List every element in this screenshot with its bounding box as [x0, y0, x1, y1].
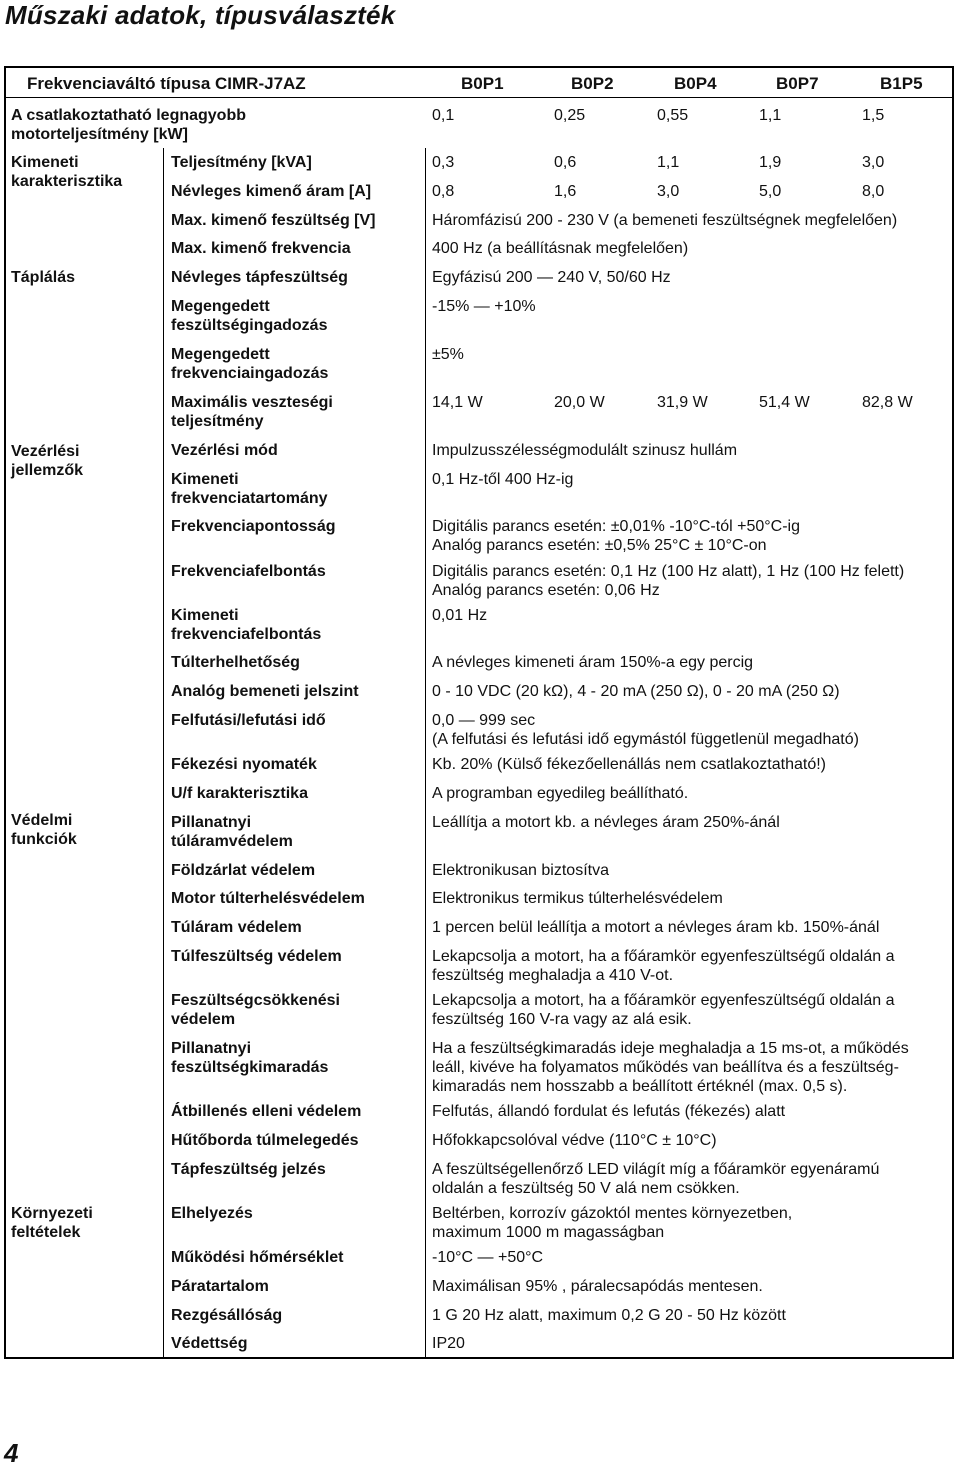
row-label: Elhelyezés [171, 1205, 253, 1222]
row-value: 20,0 W [554, 394, 605, 411]
group-label-protection: Védelmi [11, 812, 73, 829]
row-text: Kb. 20% (Külső fékezőellenállás nem csatlakoztatható!) [432, 756, 826, 773]
row-value: 0,55 [657, 107, 689, 124]
row-text: 0 - 10 VDC (20 kΩ), 4 - 20 mA (250 Ω), 0 - 20 mA (250 Ω) [432, 683, 840, 700]
row-text: feszültség meghaladja a 410 V-ot. [432, 967, 674, 984]
row-label: Teljesítmény [kVA] [171, 154, 312, 171]
row-label: Feszültségcsökkenési [171, 992, 340, 1009]
row-value: 0,1 [432, 107, 455, 124]
row-label: Max. kimenő feszültség [V] [171, 212, 376, 229]
group-label-environment: Környezeti [11, 1205, 93, 1222]
row-label: Pillanatnyi [171, 814, 252, 831]
row-text: 0,1 Hz-től 400 Hz-ig [432, 471, 574, 488]
row-text: Impulzusszélességmodulált szinusz hullám [432, 442, 738, 459]
row-label: Túláram védelem [171, 919, 302, 936]
row-value: 5,0 [759, 183, 782, 200]
row-text: 1 G 20 Hz alatt, maximum 0,2 G 20 - 50 Hz között [432, 1307, 786, 1324]
row-label: Páratartalom [171, 1278, 269, 1295]
row-label: Tápfeszültség jelzés [171, 1161, 326, 1178]
row-value: 82,8 W [862, 394, 913, 411]
row-label: frekvenciaingadozás [171, 365, 329, 382]
row-value: 14,1 W [432, 394, 483, 411]
row-label: Megengedett [171, 298, 270, 315]
row-text: Lekapcsolja a motort, ha a főáramkör egyenfeszültségű oldalán a [432, 948, 895, 965]
row-text: ±5% [432, 346, 464, 363]
group-label-output: Kimeneti [11, 154, 79, 171]
row-value: 0,3 [432, 154, 455, 171]
row-text: (A felfutási és lefutási idő egymástól függetlenül megadható) [432, 731, 859, 748]
row-value: 3,0 [862, 154, 885, 171]
row-label: Vezérlési mód [171, 442, 278, 459]
row-value: 0,25 [554, 107, 586, 124]
model-header: B0P2 [571, 74, 614, 93]
row-value: 0,8 [432, 183, 455, 200]
row-label: U/f karakterisztika [171, 785, 308, 802]
row-label: Névleges tápfeszültség [171, 269, 348, 286]
row-text: A feszültségellenőrző LED világít míg a főáramkör egyenáramú [432, 1161, 880, 1178]
row-label: Átbillenés elleni védelem [171, 1103, 362, 1120]
row-label: Pillanatnyi [171, 1040, 252, 1057]
row-value: 51,4 W [759, 394, 810, 411]
row-label: Maximális veszteségi [171, 394, 333, 411]
model-header: B1P5 [880, 74, 923, 93]
row-text: 1 percen belül leállítja a motort a névleges áram kb. 150%-ánál [432, 919, 880, 936]
row-label: Földzárlat védelem [171, 862, 316, 879]
row-label: Analóg bemeneti jelszint [171, 683, 359, 700]
row-label: Frekvenciapontosság [171, 518, 336, 535]
row-label: frekvenciafelbontás [171, 626, 322, 643]
row-value: 1,5 [862, 107, 885, 124]
row-text: 0,01 Hz [432, 607, 488, 624]
group-label-supply: Táplálás [11, 269, 76, 286]
header-divider [5, 97, 954, 98]
row-value: 3,0 [657, 183, 680, 200]
row-label: Védettség [171, 1335, 248, 1352]
row-label: feszültségkimaradás [171, 1059, 329, 1076]
row-text: Digitális parancs esetén: 0,1 Hz (100 Hz alatt), 1 Hz (100 Hz felett) [432, 563, 905, 580]
row-label: Max. kimenő frekvencia [171, 240, 351, 257]
model-header: B0P1 [461, 74, 504, 93]
group-label-control: jellemzők [11, 462, 84, 479]
row-text: Leállítja a motort kb. a névleges áram 250%-ánál [432, 814, 780, 831]
row-label: védelem [171, 1011, 236, 1028]
divider-label-value [425, 148, 426, 1359]
row-text: 0,0 — 999 sec [432, 712, 536, 729]
row-label: feszültségingadozás [171, 317, 328, 334]
row-text: Lekapcsolja a motort, ha a főáramkör egyenfeszültségű oldalán a [432, 992, 895, 1009]
group-label-environment: feltételek [11, 1224, 81, 1241]
group-label-protection: funkciók [11, 831, 77, 848]
group-label-motor_power: motorteljesítmény [kW] [11, 126, 188, 143]
group-label-output: karakterisztika [11, 173, 123, 190]
row-text: kimaradás nem hosszabb a beállított értéknél (max. 0,5 s). [432, 1078, 848, 1095]
row-text: Maximálisan 95% , páralecsapódás mentesen. [432, 1278, 763, 1295]
row-text: Elektronikus termikus túlterhelésvédelem [432, 890, 723, 907]
row-text: IP20 [432, 1335, 465, 1352]
row-label: Hűtőborda túlmelegedés [171, 1132, 359, 1149]
row-label: Frekvenciafelbontás [171, 563, 326, 580]
row-value: 1,1 [759, 107, 782, 124]
row-label: Kimeneti [171, 607, 239, 624]
row-text: Digitális parancs esetén: ±0,01% -10°C-tól +50°C-ig [432, 518, 800, 535]
group-label-control: Vezérlési [11, 443, 80, 460]
row-text: maximum 1000 m magasságban [432, 1224, 665, 1241]
row-value: 31,9 W [657, 394, 708, 411]
row-label: Felfutási/lefutási idő [171, 712, 326, 729]
row-text: Hőfokkapcsolóval védve (110°C ± 10°C) [432, 1132, 717, 1149]
row-text: Háromfázisú 200 - 230 V (a bemeneti feszültségnek megfelelően) [432, 212, 898, 229]
row-text: Elektronikusan biztosítva [432, 862, 609, 879]
page-number: 4 [4, 1438, 19, 1468]
row-text: feszültség 160 V-ra vagy az alá esik. [432, 1011, 692, 1028]
row-text: Beltérben, korrozív gázoktól mentes környezetben, [432, 1205, 793, 1222]
model-header: B0P7 [776, 74, 819, 93]
row-label: Rezgésállóság [171, 1307, 283, 1324]
row-label: frekvenciatartomány [171, 490, 328, 507]
row-text: 400 Hz (a beállításnak megfelelően) [432, 240, 689, 257]
divider-group-label [163, 148, 164, 1359]
page-title: Műszaki adatok, típusválaszték [5, 0, 396, 30]
row-text: oldalán a feszültség 50 V alá nem csökken. [432, 1180, 740, 1197]
row-label: Névleges kimenő áram [A] [171, 183, 372, 200]
row-text: A névleges kimeneti áram 150%-a egy percig [432, 654, 754, 671]
row-label: túláramvédelem [171, 833, 293, 850]
row-text: -10°C — +50°C [432, 1249, 544, 1266]
header-type-label: Frekvenciaváltó típusa CIMR-J7AZ [27, 74, 306, 93]
row-label: Megengedett [171, 346, 270, 363]
row-text: leáll, kivéve ha folyamatos működés van beállítva és a feszültség- [432, 1059, 899, 1076]
row-label: Túlfeszültség védelem [171, 948, 342, 965]
row-label: teljesítmény [171, 413, 264, 430]
row-value: 1,1 [657, 154, 680, 171]
row-label: Motor túlterhelésvédelem [171, 890, 365, 907]
row-label: Túlterhelhetőség [171, 654, 300, 671]
row-text: -15% — +10% [432, 298, 536, 315]
row-text: Ha a feszültségkimaradás ideje meghaladja a 15 ms-ot, a működés [432, 1040, 909, 1057]
row-value: 1,6 [554, 183, 577, 200]
row-label: Működési hőmérséklet [171, 1249, 344, 1266]
row-label: Fékezési nyomaték [171, 756, 317, 773]
row-text: Analóg parancs esetén: ±0,5% 25°C ± 10°C-on [432, 537, 767, 554]
group-label-motor_power: A csatlakoztatható legnagyobb [11, 107, 246, 124]
row-text: Egyfázisú 200 — 240 V, 50/60 Hz [432, 269, 671, 286]
row-text: A programban egyedileg beállítható. [432, 785, 689, 802]
row-value: 8,0 [862, 183, 885, 200]
row-value: 1,9 [759, 154, 782, 171]
row-label: Kimeneti [171, 471, 239, 488]
model-header: B0P4 [674, 74, 717, 93]
row-text: Felfutás, állandó fordulat és lefutás (fékezés) alatt [432, 1103, 786, 1120]
row-text: Analóg parancs esetén: 0,06 Hz [432, 582, 660, 599]
row-value: 0,6 [554, 154, 577, 171]
